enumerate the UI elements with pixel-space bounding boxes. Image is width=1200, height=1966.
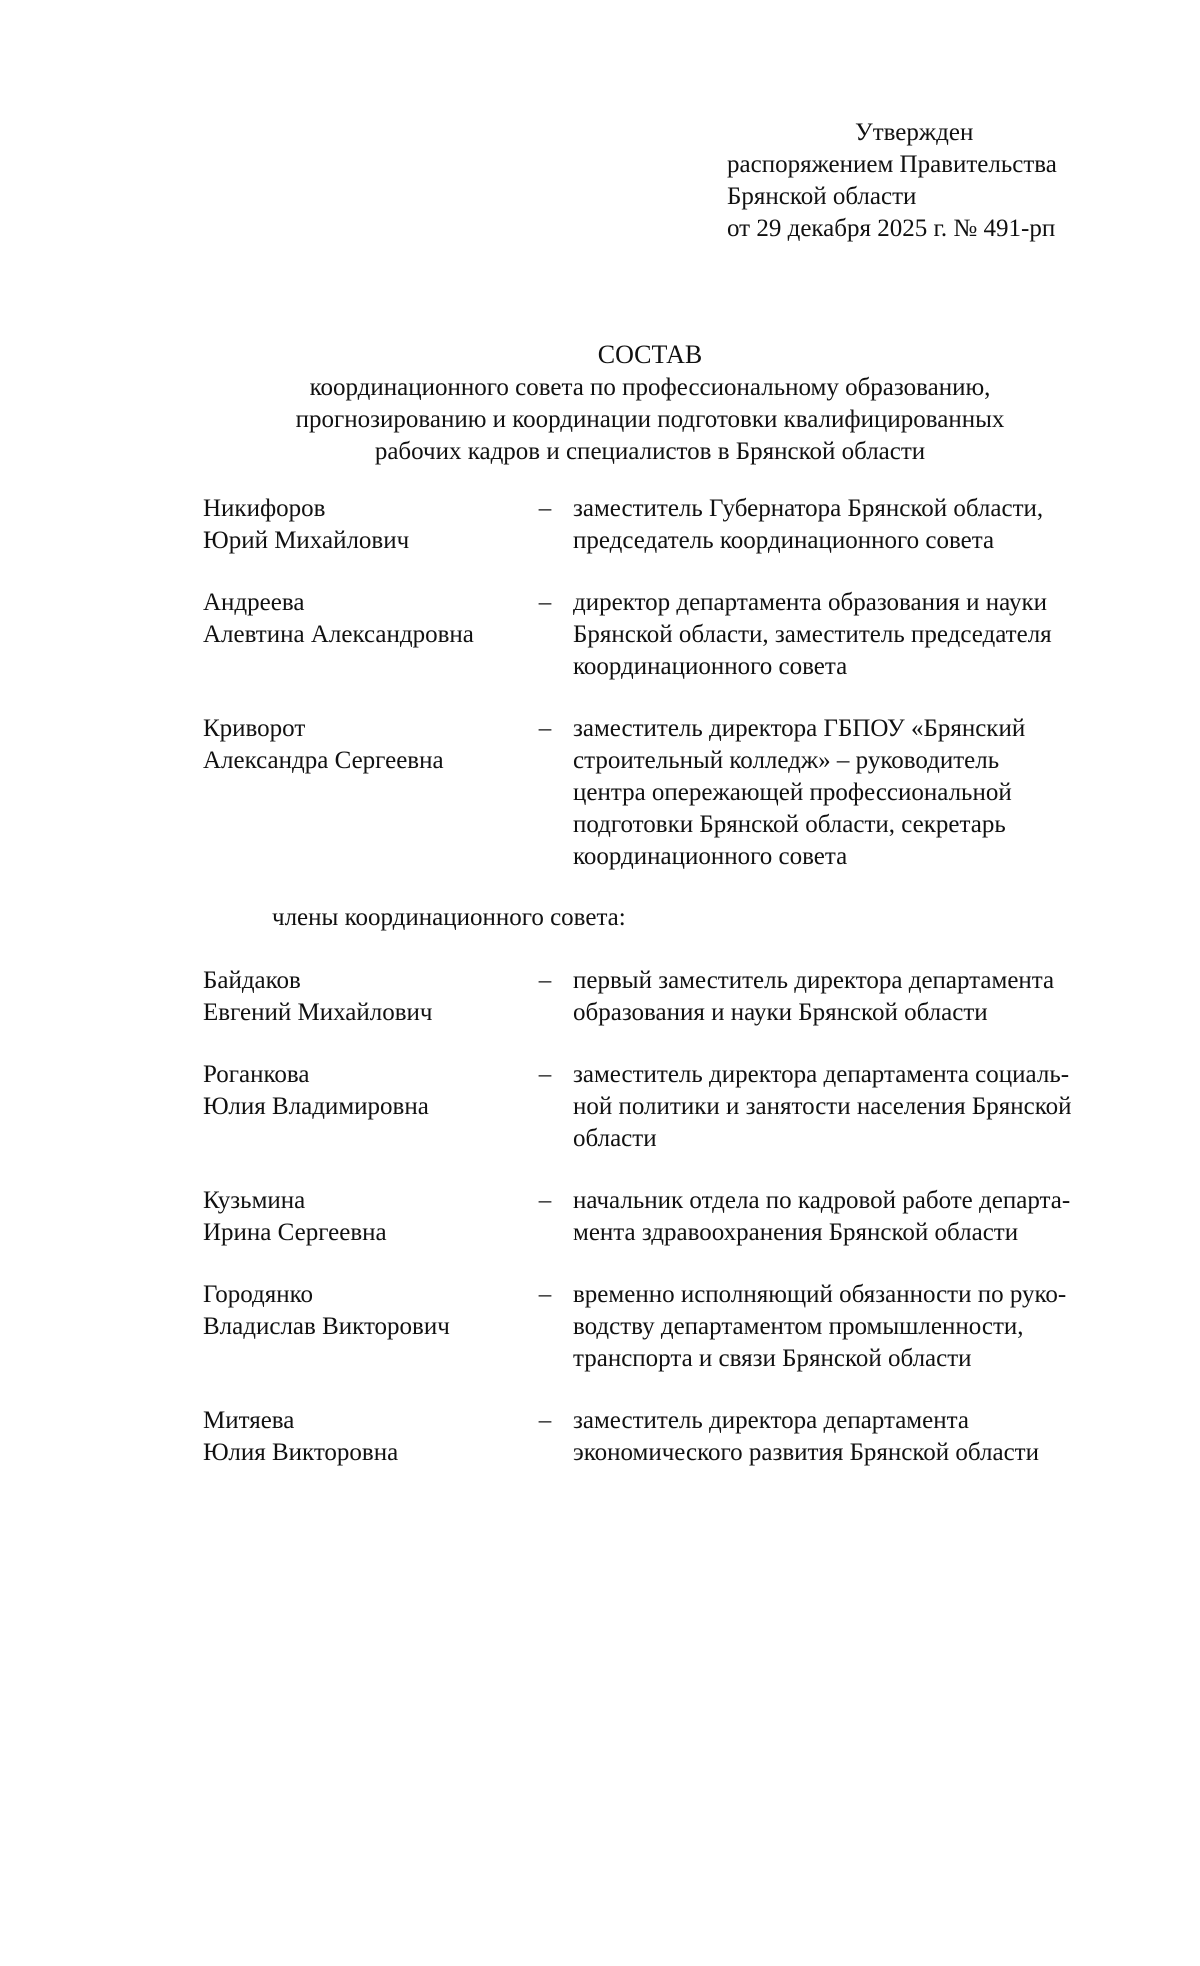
members-section-label: члены координационного совета: bbox=[272, 904, 626, 931]
roster-entry bbox=[203, 1185, 1143, 1249]
roster-entry bbox=[203, 1405, 1143, 1469]
member-surname: Роганкова bbox=[203, 1061, 310, 1088]
member-role-line: временно исполняющий обязанности по руко- bbox=[573, 1281, 1067, 1308]
member-given-names: Ирина Сергеевна bbox=[203, 1219, 387, 1246]
member-name bbox=[203, 1185, 513, 1249]
member-surname: Кузьмина bbox=[203, 1187, 306, 1214]
member-name bbox=[203, 1405, 513, 1469]
member-role-line: строительный колледж» – руководитель bbox=[573, 747, 1000, 774]
member-role-line: центра опережающей профессиональной bbox=[573, 779, 1012, 806]
entry-dash: – bbox=[538, 967, 552, 994]
member-role-line: водству департаментом промышленности, bbox=[573, 1313, 1024, 1340]
member-role-line: ной политики и занятости населения Брянской bbox=[573, 1093, 1072, 1120]
document-subtitle-line: координационного совета по профессиональному образованию, bbox=[309, 374, 991, 401]
member-role-line: области bbox=[573, 1125, 657, 1152]
member-role bbox=[573, 1405, 1133, 1469]
member-name bbox=[203, 965, 513, 1029]
member-surname: Криворот bbox=[203, 715, 306, 742]
member-role bbox=[573, 1185, 1133, 1249]
member-role-line: начальник отдела по кадровой работе департа- bbox=[573, 1187, 1071, 1214]
member-role-line: образования и науки Брянской области bbox=[573, 999, 988, 1026]
member-role-line: директор департамента образования и науки bbox=[573, 589, 1047, 616]
member-surname: Городянко bbox=[203, 1281, 314, 1308]
member-name bbox=[203, 1279, 513, 1343]
member-role bbox=[573, 713, 1133, 873]
member-surname: Андреева bbox=[203, 589, 305, 616]
roster-entry bbox=[203, 713, 1143, 873]
entry-dash: – bbox=[538, 1061, 552, 1088]
member-given-names: Юлия Викторовна bbox=[203, 1439, 399, 1466]
member-role-line: первый заместитель директора департамента bbox=[573, 967, 1055, 994]
member-given-names: Алевтина Александровна bbox=[203, 621, 474, 648]
member-role-line: Брянской области, заместитель председателя bbox=[573, 621, 1052, 648]
document-subtitle-line: рабочих кадров и специалистов в Брянской области bbox=[374, 438, 926, 465]
member-role bbox=[573, 493, 1133, 557]
member-role bbox=[573, 587, 1133, 683]
member-given-names: Юрий Михайлович bbox=[203, 527, 410, 554]
roster-entry bbox=[203, 1059, 1143, 1155]
member-name bbox=[203, 587, 513, 651]
document-heading bbox=[200, 338, 1100, 468]
member-name bbox=[203, 713, 513, 777]
roster-entry bbox=[203, 493, 1143, 557]
roster-entry bbox=[203, 1279, 1143, 1375]
roster-entry bbox=[203, 587, 1143, 683]
approval-line: Брянской области bbox=[727, 183, 917, 210]
document-subtitle-line: прогнозированию и координации подготовки квалифицированных bbox=[295, 406, 1005, 433]
entry-dash: – bbox=[538, 1187, 552, 1214]
document-title: СОСТАВ bbox=[597, 340, 703, 369]
member-role-line: председатель координационного совета bbox=[573, 527, 995, 554]
member-role-line: координационного совета bbox=[573, 653, 848, 680]
roster-entry bbox=[203, 965, 1143, 1029]
member-role-line: координационного совета bbox=[573, 843, 848, 870]
entry-dash: – bbox=[538, 495, 552, 522]
entry-dash: – bbox=[538, 589, 552, 616]
member-role bbox=[573, 1059, 1133, 1155]
member-surname: Никифоров bbox=[203, 495, 326, 522]
member-role bbox=[573, 965, 1133, 1029]
member-role-line: заместитель директора ГБПОУ «Брянский bbox=[573, 715, 1026, 742]
approval-line: от 29 декабря 2025 г. № 491-рп bbox=[727, 215, 1056, 242]
member-given-names: Александра Сергеевна bbox=[203, 747, 444, 774]
member-given-names: Юлия Владимировна bbox=[203, 1093, 429, 1120]
entry-dash: – bbox=[538, 1281, 552, 1308]
member-role-line: экономического развития Брянской области bbox=[573, 1439, 1039, 1466]
member-name bbox=[203, 1059, 513, 1123]
member-role bbox=[573, 1279, 1133, 1375]
member-surname: Байдаков bbox=[203, 967, 301, 994]
member-role-line: заместитель директора департамента социаль- bbox=[573, 1061, 1070, 1088]
approval-line: Утвержден bbox=[855, 119, 974, 146]
approval-stamp bbox=[727, 117, 1167, 245]
entry-dash: – bbox=[538, 1407, 552, 1434]
members-roster bbox=[203, 965, 1143, 1499]
member-role-line: мента здравоохранения Брянской области bbox=[573, 1219, 1019, 1246]
member-role-line: заместитель Губернатора Брянской области, bbox=[573, 495, 1044, 522]
member-surname: Митяева bbox=[203, 1407, 295, 1434]
member-role-line: транспорта и связи Брянской области bbox=[573, 1345, 972, 1372]
member-given-names: Евгений Михайлович bbox=[203, 999, 433, 1026]
member-role-line: подготовки Брянской области, секретарь bbox=[573, 811, 1006, 838]
approval-line: распоряжением Правительства bbox=[727, 151, 1057, 178]
entry-dash: – bbox=[538, 715, 552, 742]
member-given-names: Владислав Викторович bbox=[203, 1313, 450, 1340]
member-role-line: заместитель директора департамента bbox=[573, 1407, 969, 1434]
member-name bbox=[203, 493, 513, 557]
leadership-roster bbox=[203, 493, 1143, 903]
